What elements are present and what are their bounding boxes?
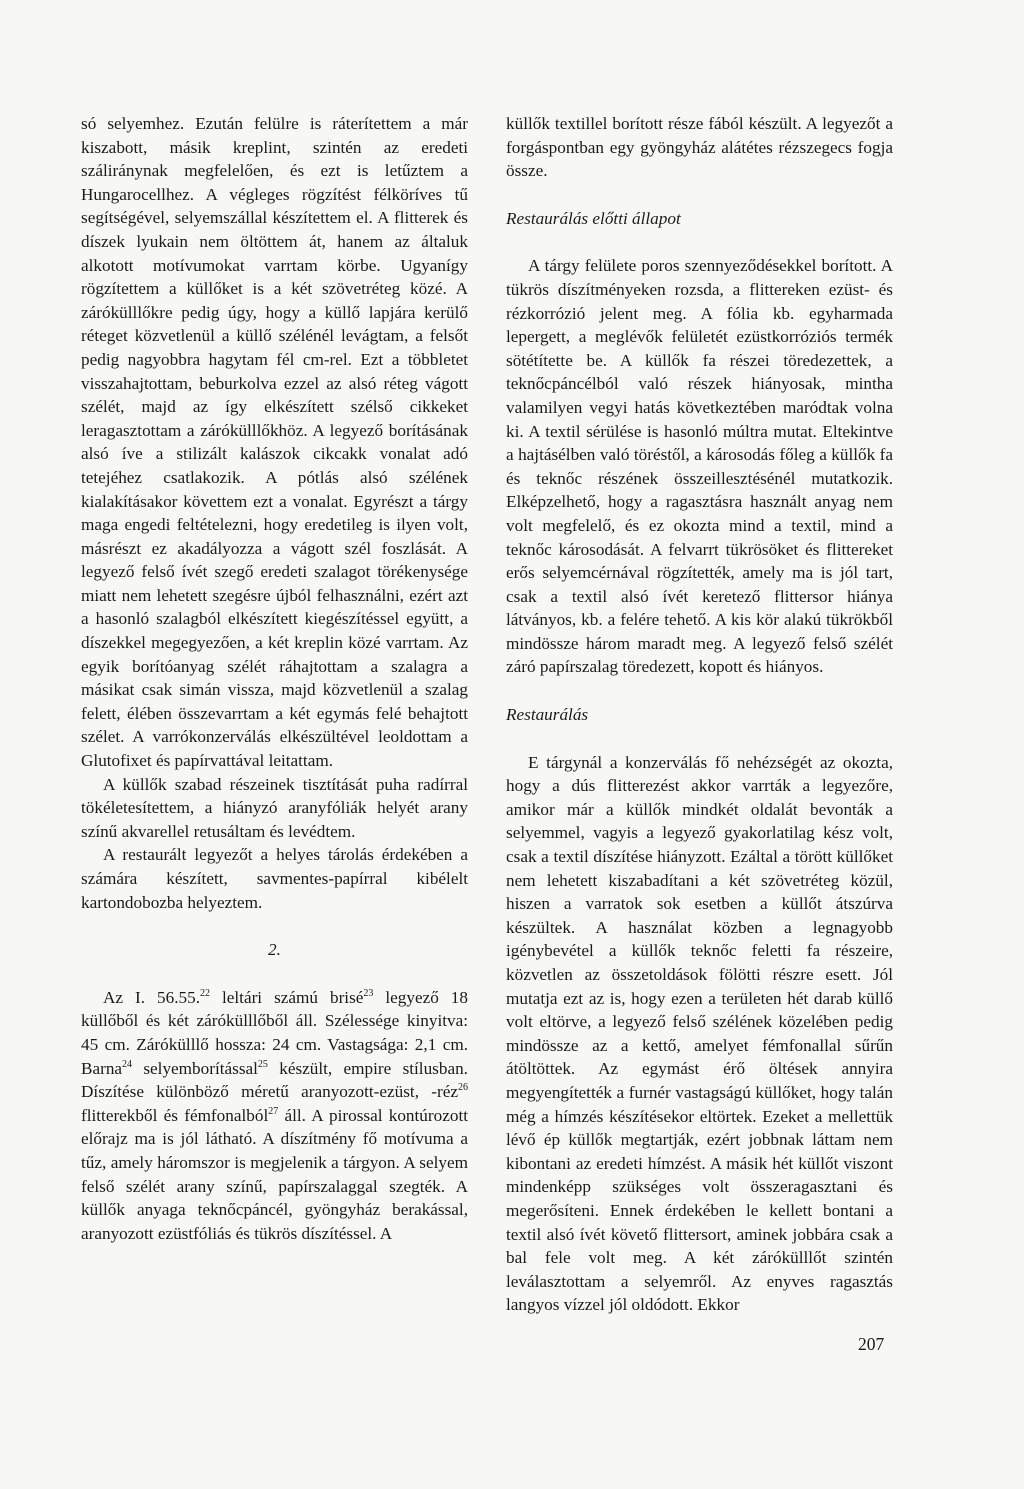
footnote-ref-25: 25 [257, 1058, 268, 1070]
section-number: 2. [268, 940, 281, 960]
paragraph-storage: A restaurált legyezőt a helyes tárolás érdekében a számára készített, savmentes-papírral kibélelt kartondobozba helyeztem. [81, 845, 468, 912]
left-column [81, 112, 468, 1245]
text-segment: leltári számú brisé [210, 987, 364, 1007]
paragraph-restoration: E tárgynál a konzerválás fő nehézségét az okozta, hogy a dús flitterezést akkor varrták a legyezőre, amikor már a küllők mindkét oldalát bevonták a selyemmel, vagyis a legyező gyakorlatilag kész volt, csak a textil díszítése hiányzott. Ezáltal a törött küllőket nem lehetett kiszabadítani a két szövetréteg közül, hiszen a varratok sok esetben a küllőt átszúrva készültek. A használat közben a legnagyobb igénybevétel a küllők teknőc feletti fa részeire, közvetlen az összetoldások fölötti részre esett. Jól mutatja ezt az is, hogy ezen a területen hét darab küllő volt eltörve, a legyező felső szélének közelében pedig mindössze az a kettő, amelyet fémfonallal sűrűn átöltöttek. Az egymást érő öltések annyira megyengítették a furnér vastagságú küllőket, hogy talán még a hímzés készítésekor eltörtek. Ezeket a mellettük lévő ép küllők megtartják, ezért jobbnak láttam nem kibontani az eredeti hímzést. A másik hét küllőt viszont mindenképp szükséges volt összeragasztani és megerősíteni. Ennek érdekében le kellett bontani a textil alsó ívét követő flittersort, aminek jobbára csak a bal fele volt meg. A két zárókülllőt szintén leválasztottam a selyemről. Az enyves ragasztás langyos vízzel jól oldódott. Ekkor [506, 752, 893, 1315]
footnote-ref-27: 27 [268, 1105, 279, 1117]
paragraph-condition: A tárgy felülete poros szennyeződésekkel borított. A tükrös díszítményeken rozsda, a flittereken ezüst- és rézkorrózió jelent meg. A fólia kb. egyharmada lepergett, a meglévők felületét ezüstkorróziós termék sötétítette be. A küllők fa részei töredezettek, a teknőcpáncélból való részek hiányosak, mintha valamilyen vegyi hatás következtében maródtak volna ki. A textil sérülése is hasonló múltra mutat. Eltekintve a hajtásélben való töréstől, a károsodás főleg a küllők fa és teknőc részének összeillesztésénél mutatkozik. Elképzelhető, hogy a ragasztásra használt anyag nem volt megfelelő, és ez okozta mind a textil, mind a teknőc károsodását. A felvarrt tükrösöket és flittereket erős selyemcérnával rögzítették, amely ma is jól tart, csak a textil alsó ívét keretező flittersor hiánya látványos, kb. a felére tehető. A kis kör alakú tükrökből mindössze három maradt meg. A legyező felső szélét záró papírszalag töredezett, kopott és hiányos. [506, 256, 893, 677]
text-segment: legyező 18 küllőből és két zárókülllőből áll. Szélessége kinyitva: 45 cm. Zárókülllő hossza: 24 cm. Vastagsága: 2,1 cm. Barna [81, 987, 468, 1078]
footnote-ref-24: 24 [122, 1058, 133, 1070]
text-segment: áll. A pirossal kontúrozott előrajz ma is jól látható. A díszítmény fő motívuma a tűz, amely háromszor is megjelenik a tárgyon. A selyem felső szélét arany színű, papírszalaggal szegték. A küllők anyaga teknőcpáncél, gyöngyház berakással, aranyozott ezüstfóliás és tükrös díszítéssel. A [81, 1105, 468, 1243]
heading-restoration: Restaurálás [506, 705, 589, 725]
text-segment: Az I. 56.55. [103, 987, 201, 1007]
paragraph-fan-lining: só selyemhez. Ezután felülre is ráterítettem a már kiszabott, másik kreplint, szintén az eredeti száliránynak megfelelően, és ezt is letűztem a Hungarocellhez. A végleges rögzítést félköríves tű segítségével, selyemszállal készítettem el. A flitterek és díszek lyukain nem öltöttem át, hanem az általuk alkotott motívumokat varrtam körbe. Ugyanígy rögzítettem a küllőket is a két szövetréteg közé. A zárókülllőkre pedig úgy, hogy a küllő lapjára kerülő réteget közvetlenül a küllő szélénél levágtam, a felsőt pedig nagyobbra hagytam fél cm-rel. Ezt a többletet visszahajtottam, beburkolva ezzel az alsó réteg vágott szélét, majd az így elkészített szélső cikkeket leragasztottam a zárókülllőkhöz. A legyező borításának alsó íve a stilizált kalászok cikcakk vonalat adó tetejéhez csatlakozik. A pótlás alsó szélének kialakításakor követtem ezt a vonalat. Egyrészt a tárgy maga engedi feltételezni, hogy eredetileg is ilyen volt, másrészt ez akadályozza a vágott szél foszlását. A legyező felső ívét szegő eredeti szalagot törékenysége miatt nem lehetett szegésre újból felhasználni, ezért azt a hasonló szalagból elkészített kiegészítéssel együtt, a díszekkel megegyezően, a két kreplin közé varrtam. Az egyik borítóanyag szélét ráhajtottam a szalagra a másikat csak simán vissza, majd közvetlenül a szalag felett, élében összevarrtam a két egymás felé behajtott szélet. A varrókonzerválás elkészültével leoldottam a Glutofixet és papírvattával leitattam. [81, 114, 468, 771]
right-column [506, 112, 893, 1317]
paragraph-spokes-wood: küllők textillel borított része fából készült. A legyezőt a forgáspontban egy gyöngyház alátétes rézszegecs fogja össze. [506, 114, 893, 181]
text-segment: készült, empire stílusban. Díszítése különböző méretű aranyozott-ezüst, -réz [81, 1058, 468, 1102]
footnote-ref-22: 22 [200, 987, 211, 999]
text-segment: selyemborítással [132, 1058, 258, 1078]
heading-condition-before-restoration: Restaurálás előtti állapot [506, 208, 681, 228]
text-segment: flitterekből és fémfonalból [81, 1105, 269, 1125]
page-number: 207 [858, 1334, 885, 1354]
paragraph-cleaning: A küllők szabad részeinek tisztítását puha radírral tökéletesítettem, a hiányzó aranyfóliák helyét arany színű akvarellel retusáltam és levédtem. [81, 774, 468, 841]
footnote-ref-23: 23 [363, 987, 374, 999]
footnote-ref-26: 26 [458, 1082, 468, 1094]
paragraph-object-description [81, 986, 468, 1246]
